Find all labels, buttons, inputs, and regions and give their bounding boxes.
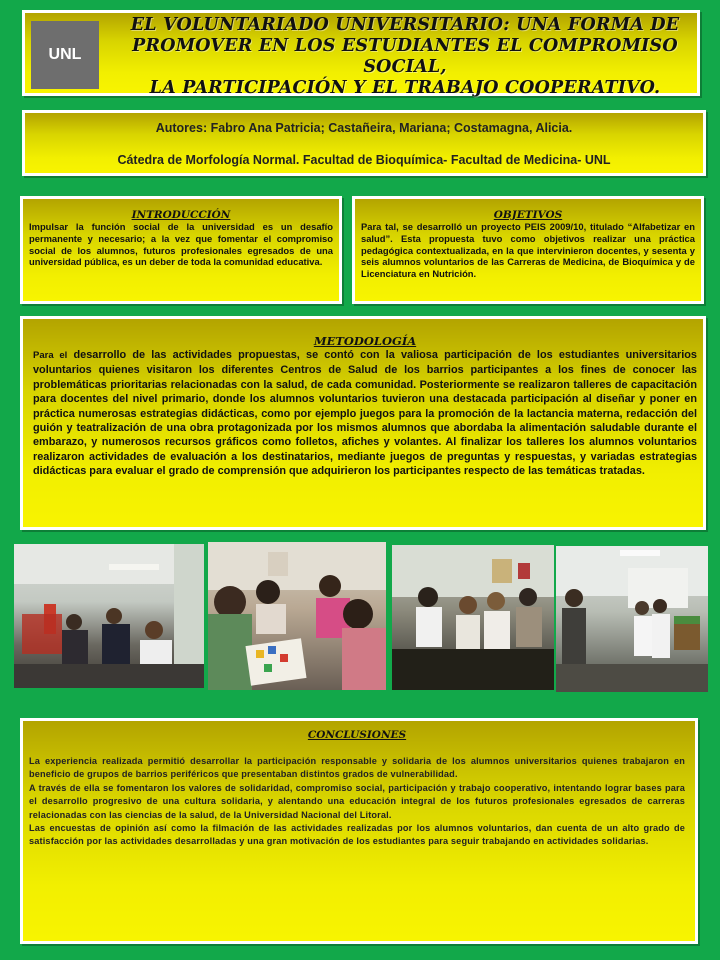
objetivos-panel (352, 196, 704, 304)
conclusiones-paragraph-2: A través de ella se fomentaron los valores de solidaridad, compromiso social, participación y trabajo cooperativo, intentando lograr bases para el desarrollo progresivo de una cultura solidaria, y alentando una educación integral de los futuros profesionales egresados de carreras relacionadas con las ciencias de la salud, de la Universidad Nacional del Litoral. (29, 782, 685, 820)
title-line-2: PROMOVER EN LOS ESTUDIANTES EL COMPROMISO SOCIAL, (132, 36, 678, 77)
photo-board-game (208, 542, 386, 690)
introduccion-heading: INTRODUCCIÓN (131, 209, 231, 221)
metodologia-heading: METODOLOGÍA (313, 334, 417, 348)
metodologia-text (33, 348, 697, 479)
metodologia-body: desarrollo de las actividades propuestas, se contó con la valiosa participación de los estudiantes universitarios voluntarios quienes visitaron los diferentes Centros de Salud de los barrios participantes a los fines de conocer las problemáticas prioritarias relacionadas con la salud, de cada comunidad. Posteriormente se realizaron talleres de capacitación para docentes del nivel primario, donde los alumnos voluntarios tuvieron una destacada participación al diseñar y poner en práctica numerosas estrategias didácticas, como por ejemplo juegos para la promoción de la lactancia materna, redacción del guión y teatralización de una obra protagonizada por los mismos alumnos que abordaba la alimentación saludable durante el embarazo, y numerosos recursos gráficos como folletos, afiches y volantes. Al finalizar los talleres los alumnos voluntarios realizaron actividades de evaluación a los destinatarios, mediante juegos de preguntas y respuestas, y variadas estrategias didácticas para evaluar el grado de comprensión que adquirieron los participantes respecto de las temáticas tratadas. (33, 349, 697, 478)
conclusiones-panel (20, 718, 698, 944)
photo-health-center (556, 546, 708, 692)
photo-classroom-group (392, 545, 554, 690)
conclusiones-paragraph-3: Las encuestas de opinión así como la filmación de las actividades realizadas por los alumnos voluntarios, dan cuenta de un alto grado de satisfacción por las actividades desarrolladas y una gran motivación de los estudiantes para seguir trabajando en actividades solidarias. (29, 823, 685, 847)
metodologia-panel (20, 316, 706, 530)
conclusiones-heading: CONCLUSIONES (307, 729, 407, 741)
authors-affiliation: Cátedra de Morfología Normal. Facultad de Bioquímica- Facultad de Medicina- UNL (117, 153, 611, 167)
introduccion-text: Impulsar la función social de la universidad es un desafío permanente y necesario; a la vez que fomentar el compromiso social de los alumnos, futuros profesionales egresados de una universidad pública, es un deber de toda la comunidad educativa. (29, 221, 333, 268)
authors-names: Autores: Fabro Ana Patricia; Castañeira, Mariana; Costamagna, Alicia. (155, 121, 573, 135)
title-line-3: LA PARTICIPACIÓN Y EL TRABAJO COOPERATIVO. (149, 78, 661, 98)
conclusiones-text (29, 755, 685, 849)
objetivos-text: Para tal, se desarrolló un proyecto PEIS 2009/10, titulado “Alfabetizar en salud”. Esta propuesta tuvo como objetivos realizar una práctica pedagógica contextualizada, en la que intervinieron docentes, y sesenta y seis alumnos voluntarios de las Carreras de Medicina, de Bioquímica y de Licenciatura en Nutrición. (361, 221, 695, 280)
title-line-1: EL VOLUNTARIADO UNIVERSITARIO: UNA FORMA DE (130, 15, 680, 35)
title-panel (22, 10, 700, 96)
objetivos-heading: OBJETIVOS (493, 209, 563, 221)
unl-logo: UNL (31, 21, 99, 89)
poster-title (115, 15, 695, 99)
authors-panel (22, 110, 706, 176)
conclusiones-paragraph-1: La experiencia realizada permitió desarrollar la participación responsable y solidaria de los alumnos universitarios quienes trabajaron en beneficio de grupos de barrios periféricos que presentaban distintos grados de vulnerabilidad. (29, 756, 685, 780)
metodologia-lead: Para el (33, 350, 68, 361)
introduccion-panel (20, 196, 342, 304)
photo-waiting-room (14, 544, 204, 688)
